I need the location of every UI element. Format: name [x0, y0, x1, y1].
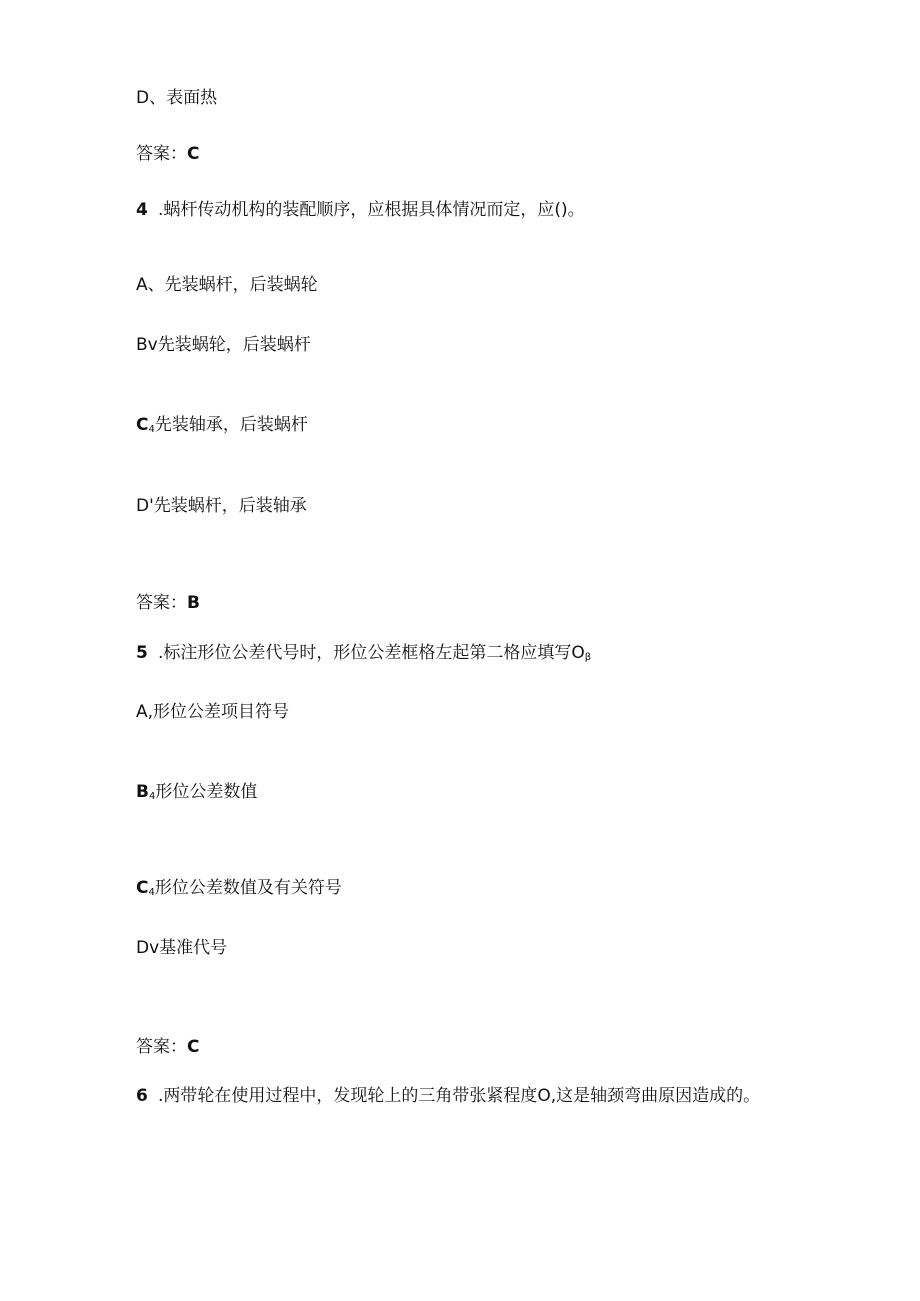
q5-number: 5 [136, 643, 148, 663]
q4-option-a-text: A、先装蜗杆，后装蜗轮 [136, 275, 318, 295]
q5-option-a-text: A,形位公差项目符号 [136, 702, 290, 722]
q4-option-c [136, 414, 308, 441]
q5-option-c-letter: C [136, 878, 149, 898]
q5-option-d-text: Dv基准代号 [136, 938, 228, 958]
q5-option-c-sub: 4 [148, 887, 155, 898]
q4-option-c-text: 先装轴承，后装蜗杆 [154, 415, 308, 435]
q5-option-b [136, 781, 257, 808]
q4-answer-value: B [187, 593, 200, 613]
q4-option-d-text: D'先装蜗杆，后装轴承 [136, 496, 307, 516]
q3-option-d-text: D、表面热 [136, 88, 218, 108]
q5-option-b-letter: B [136, 782, 149, 802]
q4-option-c-letter: C [136, 415, 149, 435]
q5-option-b-sub: 4 [148, 791, 156, 802]
q6-text: .两带轮在使用过程中，发现轮上的三角带张紧程度O,这是轴颈弯曲原因造成的。 [158, 1086, 761, 1106]
q5-question [136, 642, 591, 669]
q5-answer-label: 答案： [136, 1037, 187, 1057]
q3-answer-value: C [187, 144, 200, 164]
q3-option-d [136, 87, 217, 109]
q4-option-c-sub: 4 [148, 424, 155, 435]
q4-answer [136, 592, 200, 614]
q4-question [136, 199, 585, 221]
q3-answer-label: 答案： [136, 144, 187, 164]
q5-option-b-text: 形位公差数值 [155, 782, 258, 802]
q5-option-d [136, 937, 227, 959]
q4-option-d [136, 495, 307, 517]
q5-text: .标注形位公差代号时，形位公差框格左起第二格应填写O [158, 643, 585, 663]
q3-answer [136, 143, 199, 165]
q4-text: .蜗杆传动机构的装配顺序，应根据具体情况而定，应()。 [158, 200, 585, 220]
q5-option-c [136, 877, 342, 904]
q5-answer-value: C [187, 1037, 200, 1057]
q4-option-b [136, 334, 311, 356]
q5-option-c-text: 形位公差数值及有关符号 [154, 878, 342, 898]
q4-option-b-text: Bv先装蜗轮，后装蜗杆 [136, 335, 311, 355]
q4-number: 4 [136, 200, 148, 220]
q6-question [136, 1085, 760, 1107]
q6-number: 6 [136, 1086, 148, 1106]
q4-answer-label: 答案： [136, 593, 187, 613]
q5-text-sub: β [584, 652, 592, 663]
q5-answer [136, 1036, 199, 1058]
q4-option-a [136, 274, 318, 296]
q5-option-a [136, 701, 289, 723]
